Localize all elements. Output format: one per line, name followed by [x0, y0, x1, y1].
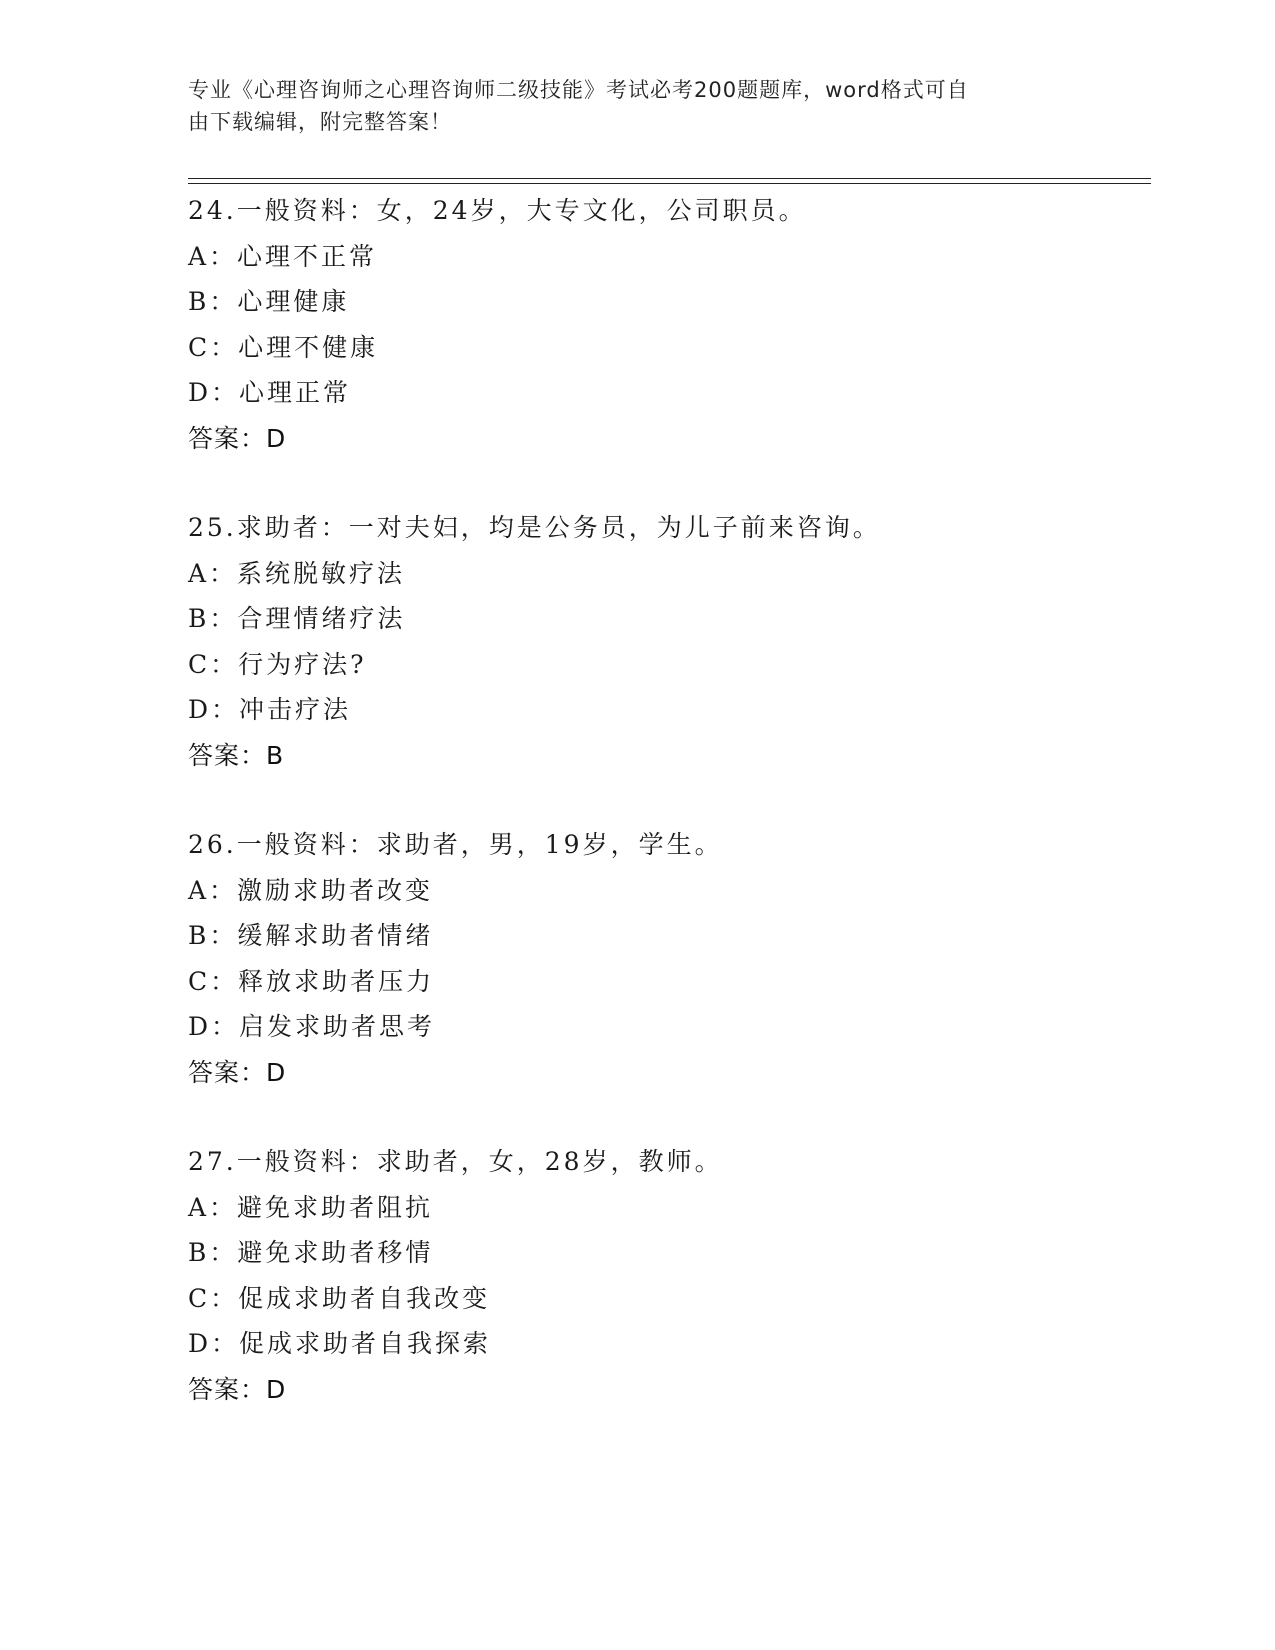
option-d: D：启发求助者思考: [188, 1012, 436, 1041]
option-d: D：促成求助者自我探索: [188, 1329, 492, 1358]
answer-text: 答案：D: [188, 1057, 287, 1087]
question-stem: 27.一般资料：求助者，女，28岁，教师。: [188, 1147, 723, 1176]
question-stem: 25.求助者：一对夫妇，均是公务员，为儿子前来咨询。: [188, 513, 881, 542]
option-a: A：激励求助者改变: [188, 875, 434, 905]
question-stem: 24.一般资料：女，24岁，大专文化，公司职员。: [188, 196, 807, 225]
option-b: B：缓解求助者情绪: [188, 921, 434, 950]
question-26: [188, 822, 1148, 1095]
option-d: D：冲击疗法: [188, 695, 352, 724]
header-line-2: 由下载编辑，附完整答案！: [188, 110, 452, 134]
option-c: C：行为疗法?: [188, 649, 367, 679]
option-c: C：释放求助者压力: [188, 966, 435, 996]
option-a: A：心理不正常: [188, 241, 378, 271]
question-list: [188, 188, 1148, 1456]
option-c: C：心理不健康: [188, 332, 379, 362]
document-header: [188, 74, 1068, 138]
option-d: D：心理正常: [188, 378, 352, 407]
header-divider-top: [188, 178, 1151, 179]
question-stem: 26.一般资料：求助者，男，19岁，学生。: [188, 830, 723, 859]
option-b: B：避免求助者移情: [188, 1238, 434, 1267]
option-b: B：合理情绪疗法: [188, 604, 406, 633]
option-c: C：促成求助者自我改变: [188, 1283, 491, 1313]
question-27: [188, 1139, 1148, 1412]
option-b: B：心理健康: [188, 287, 350, 316]
question-25: [188, 505, 1148, 778]
answer-text: 答案：B: [188, 740, 285, 770]
header-line-1: 专业《心理咨询师之心理咨询师二级技能》考试必考200题题库，word格式可自: [188, 78, 969, 102]
option-a: A：避免求助者阻抗: [188, 1192, 434, 1222]
answer-text: 答案：D: [188, 423, 287, 453]
header-divider-bottom: [188, 183, 1151, 184]
answer-text: 答案：D: [188, 1374, 287, 1404]
option-a: A：系统脱敏疗法: [188, 558, 406, 588]
question-24: [188, 188, 1148, 461]
